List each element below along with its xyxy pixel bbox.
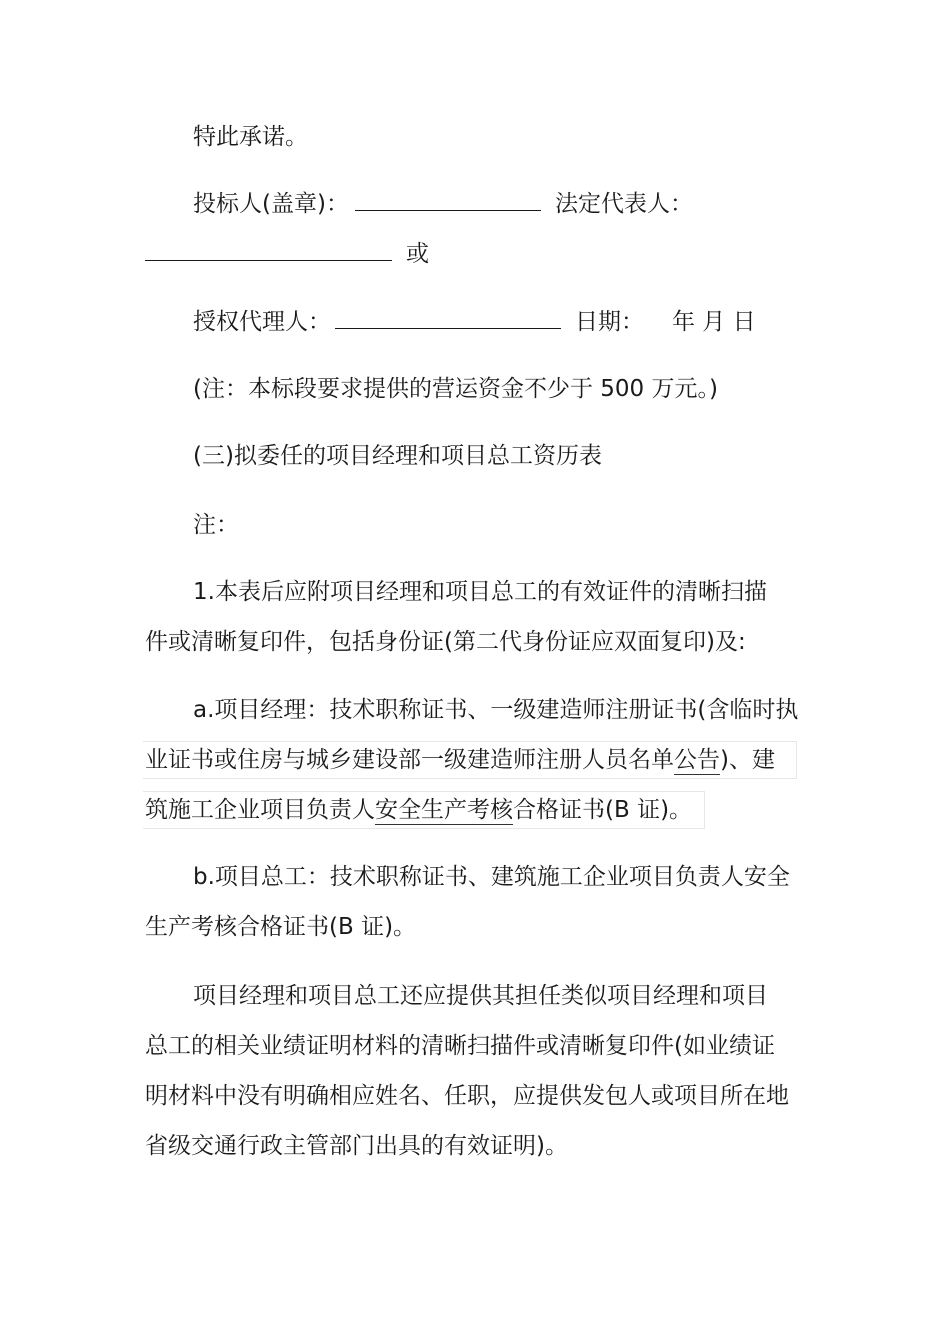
- underlined-safety-exam: 安全生产考核: [375, 797, 513, 823]
- date-label: 日期：: [575, 309, 644, 335]
- paragraph-item-a-line3: [145, 795, 692, 825]
- paragraph-item1-line1: 1.本表后应附项目经理和项目总工的有效证件的清晰扫描: [193, 579, 767, 605]
- legal-rep-line: [145, 238, 429, 269]
- note-label: 注：: [193, 512, 239, 538]
- paragraph-item-b-line2: 生产考核合格证书(B 证)。: [145, 914, 417, 940]
- paragraph-item-a-line1: a.项目经理：技术职称证书、一级建造师注册证书(含临时执: [193, 697, 799, 723]
- legal-rep-blank[interactable]: [145, 238, 392, 261]
- paragraph-promise: 特此承诺。: [193, 124, 308, 150]
- section-heading: (三)拟委任的项目经理和项目总工资历表: [193, 443, 602, 469]
- agent-blank[interactable]: [335, 306, 561, 329]
- bidder-label: 投标人(盖章)：: [193, 191, 349, 217]
- or-label: 或: [406, 241, 429, 267]
- paragraph-performance-line3: 明材料中没有明确相应姓名、任职，应提供发包人或项目所在地: [145, 1083, 789, 1109]
- paragraph-item1-line2: 件或清晰复印件，包括身份证(第二代身份证应双面复印)及:: [145, 629, 746, 655]
- legal-rep-label: 法定代表人：: [554, 191, 693, 217]
- agent-label: 授权代理人：: [193, 309, 331, 335]
- bidder-blank[interactable]: [355, 188, 541, 211]
- agent-date-line: [193, 306, 756, 337]
- date-fields: 年 月 日: [672, 309, 756, 335]
- paragraph-performance-line1: 项目经理和项目总工还应提供其担任类似项目经理和项目: [193, 983, 768, 1009]
- item-a-line2-end: )、建: [720, 747, 775, 773]
- paragraph-note-capital: (注：本标段要求提供的营运资金不少于 500 万元。): [193, 376, 718, 402]
- paragraph-performance-line4: 省级交通行政主管部门出具的有效证明)。: [145, 1133, 568, 1159]
- item-a-line3-end: 合格证书(B 证)。: [513, 797, 693, 823]
- item-a-line3-text: 筑施工企业项目负责人: [145, 797, 375, 823]
- bidder-signature-line: [193, 188, 693, 219]
- paragraph-item-b-line1: b.项目总工：技术职称证书、建筑施工企业项目负责人安全: [193, 864, 790, 890]
- paragraph-performance-line2: 总工的相关业绩证明材料的清晰扫描件或清晰复印件(如业绩证: [145, 1033, 775, 1059]
- item-a-line2-text: 业证书或住房与城乡建设部一级建造师注册人员名单: [145, 747, 674, 773]
- underlined-announcement: 公告: [674, 747, 720, 773]
- paragraph-item-a-line2: [145, 745, 775, 775]
